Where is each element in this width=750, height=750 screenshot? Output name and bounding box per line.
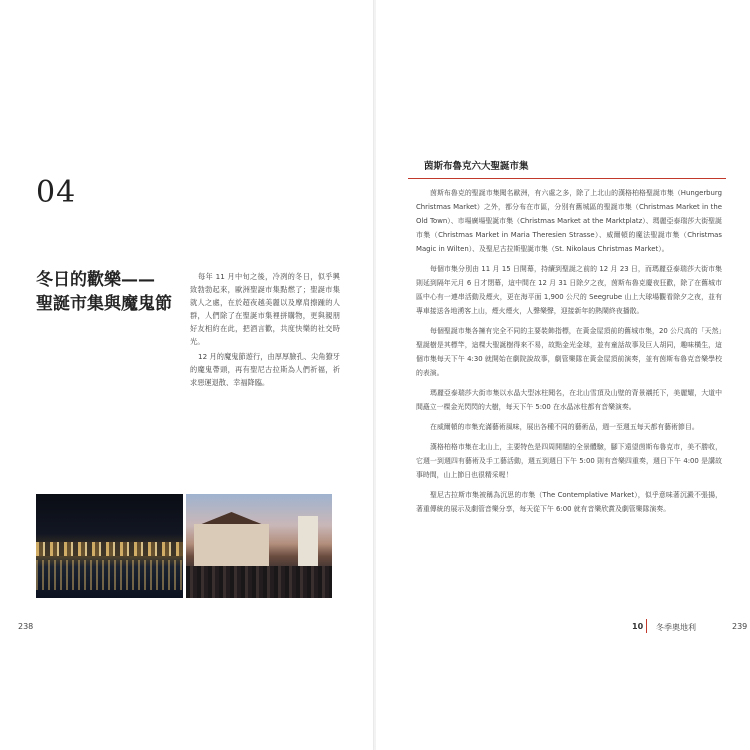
chapter-number: 04 (36, 175, 77, 210)
market-building (194, 524, 269, 566)
page-number-left: 238 (18, 622, 34, 631)
right-paragraph: 茵斯布魯克的聖誕市集聞名歐洲，有六處之多，除了上北山的漢格柏格聖誕市集（Hungerburg Christmas Market）之外，都分布在市區，分別有舊城區的聖誕市集（Christmas Market in the Old Town）、市場廣場聖誕市集（Christmas Market at the Marktplatz）、瑪麗亞泰瑞莎大街聖誕市集（Christmas Market in Maria Theresien Strasse）、威爾頓的魔法聖誕市集（Christmas Magic in Wilten）、及聖尼古拉斯聖誕市集（St. Nikolaus Christmas Market）。 (416, 189, 722, 253)
section-title: 冬日的歡樂—— 聖誕市集與魔鬼節 (36, 270, 172, 314)
building-lights (36, 542, 183, 556)
right-paragraph: 漢格柏格市集在北山上，主要特色是四周開闊的全景體驗，腳下遠望茵斯布魯克市，美不勝收，它週一到週四有藝術及手工藝活動，週五到週日下午 5:00 則有音樂四重奏，週日下午 4:00 是講故事時間，山上節日也很精采喔！ (416, 443, 722, 479)
right-paragraph: 聖尼古拉斯市集被稱為沉思的市集（The Contemplative Market），似乎意味著沉澱不張揚，著重傳統的展示及劇管音樂分享，每天從下午 6:00 就有音樂欣賞及劇管樂隊演奏。 (416, 491, 722, 513)
footer-chapter-label: 冬季奧地利 (656, 623, 696, 632)
dusk-christmas-market-photo (186, 494, 332, 598)
heading-rule (408, 178, 726, 179)
right-body-text (416, 186, 722, 522)
right-paragraph: 在威爾頓的市集充滿藝術風味，展出各種不同的藝術品，週一至週五每天都有藝術節目。 (430, 423, 699, 431)
left-paragraph: 12 月的魔鬼節遊行，由厚厚臉孔、尖角獠牙的魔鬼帶頭，再有聖尼古拉斯為人們祈福，祈求惡運退散、幸福降臨。 (190, 352, 340, 387)
right-paragraph: 瑪麗亞泰瑞莎大街市集以水晶大型冰柱聞名，在北山雪頂及山壁的背景襯托下，美麗耀，大道中間矗立一棵金光閃閃的大樹，每天下午 5:00 在水晶冰柱都有音樂演奏。 (416, 389, 722, 411)
footer-divider (646, 619, 647, 633)
footer-chapter-number: 10 (632, 622, 644, 631)
water-reflection (36, 560, 183, 590)
crowd (186, 566, 332, 598)
page-number-right: 239 (732, 622, 748, 631)
left-paragraph: 每年 11 月中旬之後，冷冽的冬日，似乎興致勃勃起來，歐洲聖誕市集點燃了；聖誕市集就人之處，在於超夜越美麗以及摩肩擦踵的人群，人們除了在聖誕市集裡拼購物，更與親朋好友相約在此，把酒言歡，共度快樂的社交時光。 (190, 272, 340, 346)
left-page (0, 0, 374, 750)
right-page (376, 0, 750, 750)
night-riverside-photo (36, 494, 183, 598)
right-paragraph: 每個聖誕市集各擁有完全不同的主要裝飾指標，在黃金屋頂前的舊城市集，20 公尺高的「天然」聖誕樹是其標竿，這棵大聖誕樹得來不易，故點金光金球，並有童話故事及巨人胡同，趣味橫生，這個市集每天下午 4:30 就開始在劇院說故事，劇管樂隊在黃金屋頂前演奏，並有茵斯布魯克音樂學校的表演。 (416, 327, 722, 377)
left-body-text (190, 270, 340, 391)
section-heading: 茵斯布魯克六大聖誕市集 (424, 161, 529, 172)
tower-building (298, 516, 318, 568)
right-paragraph: 每個市集分別由 11 月 15 日開幕，持續到聖誕之前的 12 月 23 日，而瑪麗亞泰瑞莎大街市集則延到隔年元月 6 日才閉幕，這中間在 12 月 31 日除夕之夜，茵斯布魯克慶夜狂歡，除了在舊城市區中心有一連串活動及煙火，更在海平面 1,900 公尺的 Seegrube 山上大球場觀看除夕之夜，並有專車接送各地湧客上山，煙火煙火，人聲樂聲，迎接新年的熱鬧終夜播散。 (416, 265, 722, 315)
